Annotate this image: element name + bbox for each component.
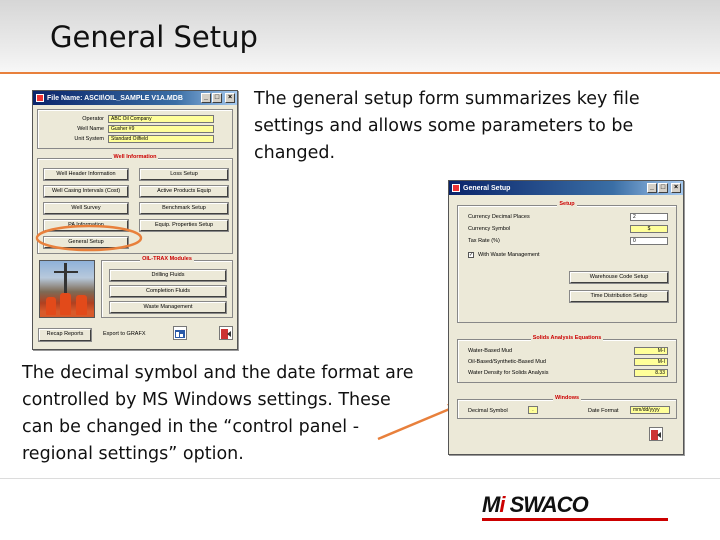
casing-intervals-button[interactable]: Well Casing Intervals (Cost) — [44, 186, 128, 197]
operator-field[interactable]: ABC Oil Company — [108, 115, 214, 123]
general-setup-titlebar[interactable] — [449, 181, 683, 195]
tax-rate-field[interactable]: 0 — [630, 237, 668, 245]
currency-symbol-label: Currency Symbol — [468, 226, 511, 232]
water-based-mud-field[interactable]: M-I — [634, 347, 668, 355]
close-button[interactable]: × — [671, 183, 681, 193]
well-name-label: Well Name — [77, 126, 104, 132]
warehouse-code-button[interactable]: Warehouse Code Setup — [570, 272, 668, 283]
well-header-button[interactable]: Well Header Information — [44, 169, 128, 180]
slide-title: General Setup — [50, 20, 258, 54]
decimal-symbol-field[interactable]: . — [528, 406, 538, 414]
close-button[interactable]: × — [225, 93, 235, 103]
completion-fluids-button[interactable]: Completion Fluids — [110, 286, 226, 297]
water-density-label: Water Density for Solids Analysis — [468, 370, 549, 376]
drilling-fluids-button[interactable]: Drilling Fluids — [110, 270, 226, 281]
intro-text: The general setup form summarizes key file settings and allows some parameters to be changed. — [254, 89, 640, 163]
well-survey-button[interactable]: Well Survey — [44, 203, 128, 214]
logo-swoosh — [482, 518, 668, 521]
solids-title: Solids Analysis Equations — [532, 335, 602, 341]
well-info-title: Well Information — [113, 154, 157, 160]
setup-title: Setup — [559, 201, 575, 207]
waste-management-button[interactable]: Waste Management — [110, 302, 226, 313]
modules-title: OIL-TRAX Modules — [142, 256, 192, 262]
maximize-button[interactable]: □ — [658, 183, 668, 193]
date-format-label: Date Format — [588, 408, 619, 414]
time-distribution-button[interactable]: Time Distribution Setup — [570, 291, 668, 302]
waste-management-label: With Waste Management — [478, 252, 540, 258]
operator-label: Operator — [82, 116, 104, 122]
unit-system-field[interactable]: Standard Oilfield — [108, 135, 214, 143]
pa-information-button[interactable]: PA Information — [44, 220, 128, 231]
water-density-field[interactable]: 8.33 — [634, 369, 668, 377]
currency-decimal-label: Currency Decimal Places — [468, 214, 530, 220]
app-icon — [452, 184, 460, 192]
general-setup-title: General Setup — [463, 184, 511, 192]
setup-frame — [457, 201, 677, 323]
currency-decimal-field[interactable]: 2 — [630, 213, 668, 221]
unit-system-label: Unit System — [74, 136, 104, 142]
well-name-field[interactable]: Gusher #9 — [108, 125, 214, 133]
solids-frame — [457, 335, 677, 383]
equip-properties-button[interactable]: Equip. Properties Setup — [140, 220, 228, 231]
minimize-button[interactable]: _ — [201, 93, 211, 103]
minimize-button[interactable]: _ — [647, 183, 657, 193]
general-setup-window — [448, 180, 684, 455]
active-products-button[interactable]: Active Products Equip — [140, 186, 228, 197]
recap-reports-button[interactable]: Recap Reports — [39, 329, 91, 341]
tax-rate-label: Tax Rate (%) — [468, 238, 500, 244]
general-setup-button[interactable]: General Setup — [44, 237, 128, 248]
date-format-field[interactable]: mm/dd/yyyy — [630, 406, 670, 414]
windows-frame — [457, 395, 677, 419]
windows-title: Windows — [554, 395, 580, 401]
note-text: The decimal symbol and the date format are controlled by MS Windows settings. These can be changed in the “control panel - regional settings” option. — [22, 363, 414, 464]
waste-management-checkbox[interactable]: ✓ — [469, 252, 474, 258]
oil-based-mud-label: Oil-Based/Synthetic-Based Mud — [468, 359, 546, 365]
oil-based-mud-field[interactable]: M-I — [634, 358, 668, 366]
currency-symbol-field[interactable]: $ — [630, 225, 668, 233]
loss-setup-button[interactable]: Loss Setup — [140, 169, 228, 180]
water-based-mud-label: Water-Based Mud — [468, 348, 513, 354]
highlight-ellipse — [37, 226, 141, 250]
decimal-symbol-label: Decimal Symbol — [468, 408, 508, 414]
export-label: Export to GRAFX — [103, 331, 146, 337]
benchmark-setup-button[interactable]: Benchmark Setup — [140, 203, 228, 214]
pointer-arrow-line — [378, 408, 452, 439]
maximize-button[interactable]: □ — [212, 93, 222, 103]
main-window-title: File Name: ASCII\OIL_SAMPLE V1A.MDB — [47, 94, 183, 102]
company-logo: Mi SWACO — [482, 492, 588, 518]
exit-icon[interactable] — [649, 427, 663, 441]
